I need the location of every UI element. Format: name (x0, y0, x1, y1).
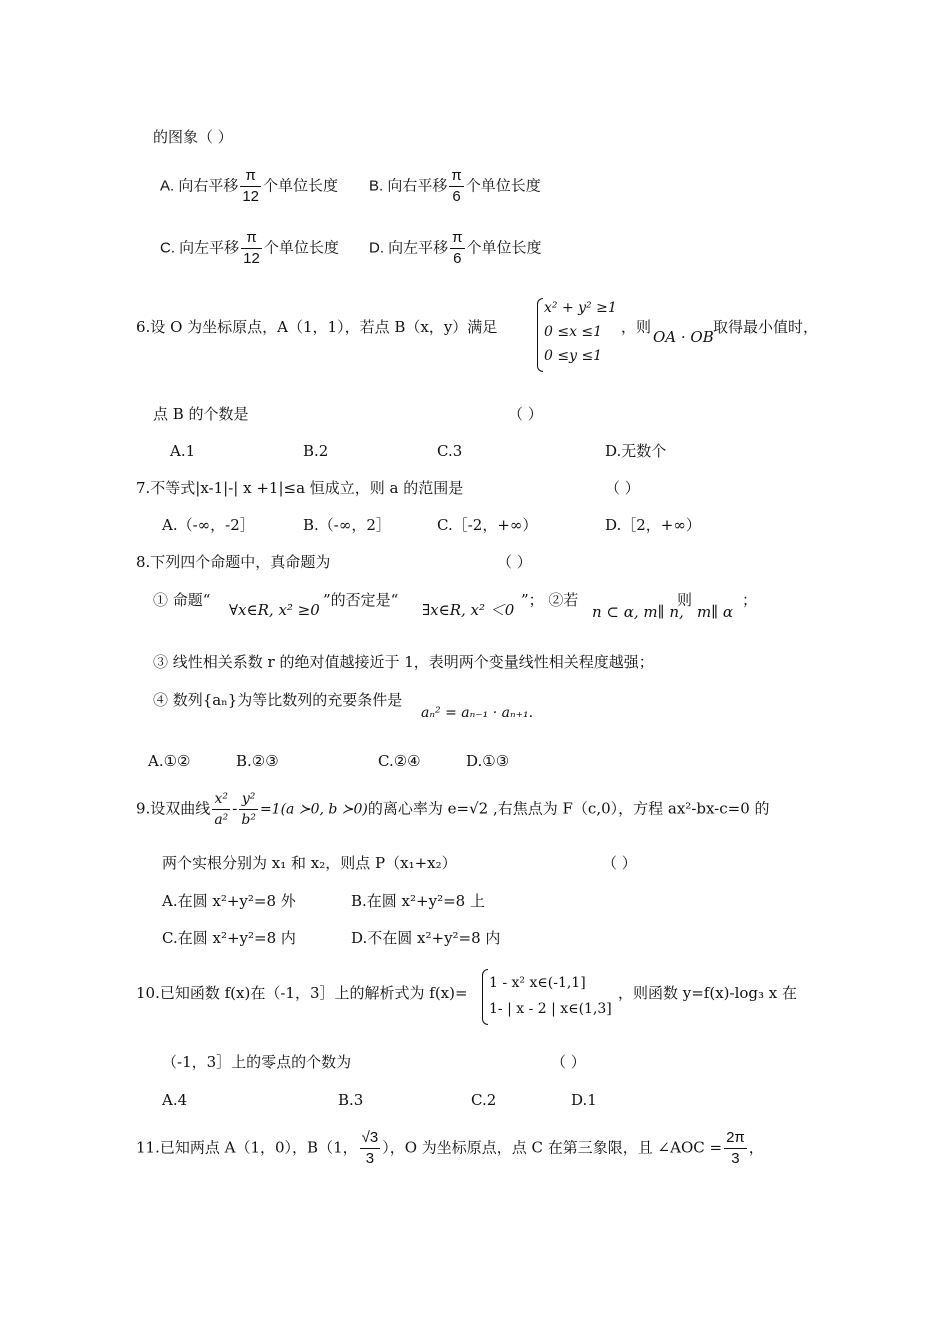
q10-piecewise-brace (482, 969, 488, 1025)
q8-option-a[interactable]: A.①② (148, 752, 191, 770)
q8-prop1-c: ”； ②若 (521, 591, 579, 609)
q8-prop1-formula-1: ∀x∈R, x² ≥0 (229, 601, 320, 619)
q11-end: ， (748, 1138, 764, 1157)
q5-option-a[interactable]: A. 向右平移 $\frac{\pi}{12}$ 个单位长度 (160, 167, 339, 205)
q5-option-d[interactable]: D. 向左平移 $\frac{\pi}{6}$ 个单位长度 (369, 229, 542, 267)
q5-option-a-fraction: $\frac{\pi}{12}$ (242, 167, 260, 205)
q8-prop2-formula-1: n ⊂ α, m∥ n, (592, 603, 684, 621)
q7-option-a[interactable]: A.（-∞，-2］ (162, 516, 255, 534)
q10-paren: （ ） (551, 1053, 586, 1071)
q7-option-c[interactable]: C.［-2，+∞） (437, 516, 538, 534)
q9-prefix: 9.设双曲线 (136, 799, 211, 818)
q10-option-c[interactable]: C.2 (471, 1091, 497, 1109)
q9-option-b[interactable]: B.在圆 x²+y²=8 上 (351, 892, 485, 910)
q8-option-b[interactable]: B.②③ (236, 752, 279, 770)
q10-option-d[interactable]: D.1 (571, 1091, 597, 1109)
q9-fraction-x: $\frac{\text{x²}}{\text{a²}}$ (214, 791, 229, 828)
q5-stem: 的图象（ ） (153, 128, 233, 146)
q5-option-b-fraction: $\frac{\pi}{6}$ (451, 167, 462, 205)
q10-case-1: 1 - x² x∈(-1,1] (489, 975, 586, 991)
q6-system-row-1: x² + y² ≥1 (544, 300, 617, 316)
q8-stem: 8.下列四个命题中，真命题为 (136, 553, 331, 571)
q5-option-d-label: D. 向左平移 (369, 239, 449, 257)
q8-prop3: ③ 线性相关系数 r 的绝对值越接近于 1，表明两个变量线性相关程度越强； (153, 653, 654, 671)
q10-option-a[interactable]: A.4 (162, 1091, 188, 1109)
q6-end: 取得最小值时， (713, 318, 819, 336)
q9-post: 的离心率为 e=√2 ,右焦点为 F（c,0），方程 ax²-bx-c=0 的 (367, 799, 770, 818)
q5-option-d-fraction: $\frac{\pi}{6}$ (452, 229, 463, 267)
q10-case-2: 1- | x - 2 | x∈(1,3] (489, 1001, 612, 1017)
q6-vector-product: OA · OB (653, 328, 714, 346)
q8-option-c[interactable]: C.②④ (378, 752, 421, 770)
q9-option-a[interactable]: A.在圆 x²+y²=8 外 (162, 892, 296, 910)
q5-option-a-label: A. 向右平移 (160, 177, 239, 195)
q8-prop2-end: ； (742, 591, 758, 609)
q6-system-row-2: 0 ≤x ≤1 (544, 324, 603, 340)
q11-line (136, 1128, 764, 1169)
q5-option-b-label: B. 向右平移 (369, 177, 448, 195)
q8-paren: （ ） (497, 553, 532, 571)
q8-prop4: ④ 数列{aₙ}为等比数列的充要条件是 (153, 691, 403, 709)
q11-prefix: 11.已知两点 A（1，0），B（1， (136, 1138, 358, 1157)
q10-line2: （-1，3］上的零点的个数为 (162, 1053, 352, 1071)
q8-prop4-formula: aₙ² = aₙ₋₁ · aₙ₊₁. (421, 705, 534, 721)
q8-prop2-then: 则 (677, 591, 693, 609)
q6-system-brace (537, 298, 543, 372)
q6-mid: ，则 (621, 318, 652, 336)
q6-line2: 点 B 的个数是 (153, 405, 249, 423)
q6-system (544, 296, 617, 368)
q6-option-d[interactable]: D.无数个 (605, 442, 667, 460)
q9-option-c[interactable]: C.在圆 x²+y²=8 内 (162, 929, 296, 947)
q6-option-a[interactable]: A.1 (170, 442, 196, 460)
q6-option-c[interactable]: C.3 (437, 442, 463, 460)
q9-fraction-y: $\frac{\text{y²}}{\text{b²}}$ (241, 791, 256, 828)
q9-line2: 两个实根分别为 x₁ 和 x₂，则点 P（x₁+x₂） (162, 854, 457, 872)
q5-option-b[interactable]: B. 向右平移 $\frac{\pi}{6}$ 个单位长度 (369, 167, 541, 205)
q6-stem: 6.设 O 为坐标原点，A（1，1），若点 B（x，y）满足 (136, 318, 498, 336)
q9-line1: 9.设双曲线 $\frac{\text{x²}}{\text{a²}}$ - $\frac{\text{y²}}{\text{b²}}$ =1(a ≻0, b ≻0)的离心率为 e=√2 ,右焦点为 F（c,0），方程 ax²-bx-c=0 的 (136, 791, 770, 828)
q5-option-c[interactable]: C. 向左平移 $\frac{\pi}{12}$ 个单位长度 (160, 229, 339, 267)
q8-prop1-a: ① 命题“ (153, 591, 211, 609)
q7-option-d[interactable]: D.［2，+∞） (605, 516, 701, 534)
q10-stem: 10.已知函数 f(x)在（-1，3］上的解析式为 f(x)= (136, 984, 468, 1002)
q8-prop2-formula-2: m∥ α (697, 603, 734, 621)
q6-system-row-3: 0 ≤y ≤1 (544, 348, 603, 364)
q11-fraction-angle: $\frac{2\pi}{3}$ (726, 1129, 745, 1167)
q10-piecewise (489, 970, 612, 1022)
q11-mid: ），O 为坐标原点，点 C 在第三象限，且 ∠AOC = (382, 1138, 723, 1157)
q7-stem: 7.不等式|x-1|-| x +1|≤a 恒成立，则 a 的范围是 (136, 479, 464, 497)
q10-option-b[interactable]: B.3 (338, 1091, 364, 1109)
q10-post: ，则函数 y=f(x)-log₃ x 在 (618, 984, 798, 1002)
q5-option-c-label: C. 向左平移 (160, 239, 240, 257)
q5-option-c-fraction: $\frac{\pi}{12}$ (243, 229, 260, 267)
q8-prop1-formula-2: ∃x∈R, x² ＜0 (422, 601, 515, 619)
q6-paren: （ ） (508, 405, 543, 423)
q9-paren: （ ） (602, 854, 637, 872)
q9-option-d[interactable]: D.不在圆 x²+y²=8 内 (351, 929, 501, 947)
q9-equation: =1(a ≻0, b ≻0) (259, 801, 368, 818)
q6-option-b[interactable]: B.2 (303, 442, 329, 460)
q11-fraction-b: $\frac{√3}{3}$ (361, 1129, 379, 1167)
q7-option-b[interactable]: B.（-∞，2］ (303, 516, 391, 534)
q7-paren: （ ） (605, 479, 640, 497)
q8-prop1-b: ”的否定是“ (323, 591, 399, 609)
q8-option-d[interactable]: D.①③ (466, 752, 510, 770)
